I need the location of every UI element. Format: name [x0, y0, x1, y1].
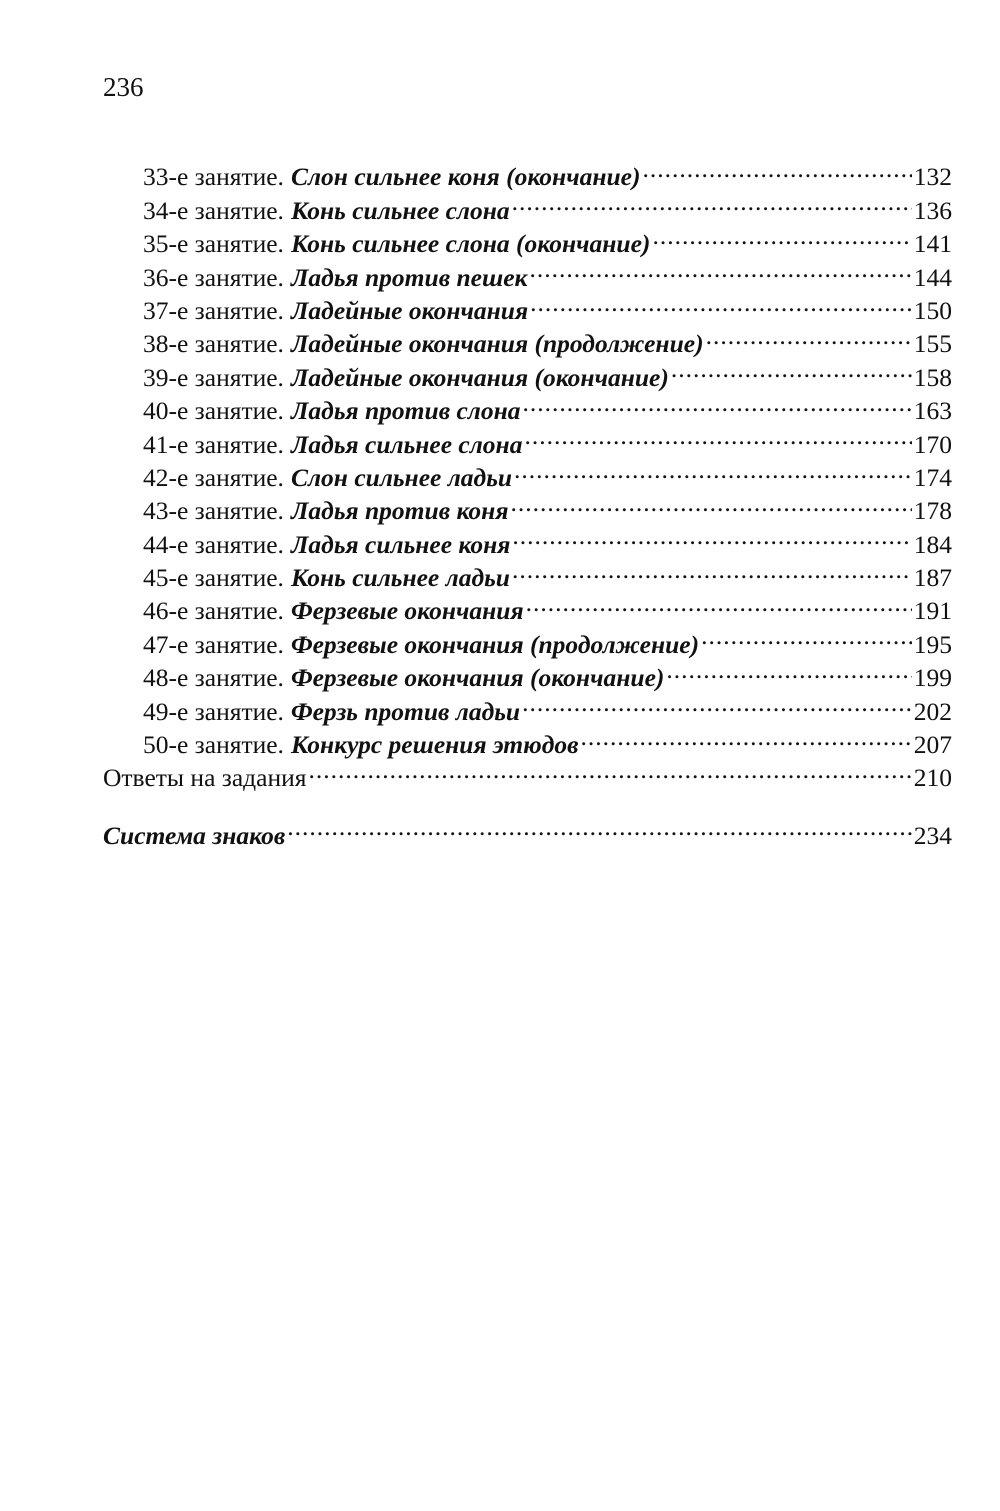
toc-entry-page: 163 — [913, 396, 952, 426]
toc-entry-title: Ладья против коня — [290, 496, 509, 526]
dot-leader — [308, 753, 911, 786]
toc-entry-title: Ладья против пешек — [290, 262, 528, 292]
toc-entry-label: 39-е занятие. — [143, 362, 284, 392]
toc-entry-page: 136 — [913, 195, 952, 225]
toc-entry-title: Слон сильнее коня (окончание) — [290, 162, 641, 192]
toc-entry-title: Ладейные окончания (окончание) — [290, 362, 669, 392]
toc-entry-title: Конкурс решения этюдов — [290, 730, 579, 760]
dot-leader — [512, 185, 912, 218]
dot-leader — [512, 553, 912, 586]
toc-signs-page: 234 — [913, 820, 952, 850]
dot-leader — [581, 720, 912, 753]
toc-entry-title: Ферзевые окончания (продолжение) — [290, 629, 700, 659]
toc-entry-page: 191 — [913, 596, 952, 626]
toc-entry-title: Ферзь против ладьи — [290, 696, 521, 726]
toc-answers-page: 210 — [913, 763, 952, 793]
toc-entry-label: 49-е занятие. — [143, 696, 284, 726]
toc-answers-label: Ответы на задания — [103, 763, 307, 793]
toc-entry-label: 33-е занятие. — [143, 162, 284, 192]
toc-entry-title: Ладья сильнее коня — [290, 529, 511, 559]
dot-leader — [642, 152, 911, 185]
dot-leader — [512, 519, 911, 552]
dot-leader — [510, 486, 911, 519]
table-of-contents — [103, 152, 952, 850]
toc-signs-title: Система знаков — [103, 820, 286, 850]
toc-entry-page: 141 — [913, 229, 952, 259]
toc-entry-page: 174 — [913, 462, 952, 492]
toc-entry-page: 178 — [913, 496, 952, 526]
toc-entry-page: 207 — [913, 730, 952, 760]
toc-entry-title: Конь сильнее ладьи — [290, 563, 510, 593]
toc-entry-page: 202 — [913, 696, 952, 726]
toc-entry-title: Ферзевые окончания — [290, 596, 524, 626]
dot-leader — [530, 286, 912, 319]
toc-entry-label: 48-е занятие. — [143, 663, 284, 693]
toc-entry-signs — [103, 810, 952, 850]
toc-entry-label: 40-е занятие. — [143, 396, 284, 426]
toc-entry-label: 34-е занятие. — [143, 195, 284, 225]
toc-entry-page: 195 — [913, 629, 952, 659]
toc-entry-title: Ладья против слона — [290, 396, 521, 426]
toc-entry-label: 37-е занятие. — [143, 295, 284, 325]
dot-leader — [671, 352, 912, 385]
toc-entry-page: 155 — [913, 329, 952, 359]
toc-entry-label: 45-е занятие. — [143, 563, 284, 593]
toc-entry-page: 132 — [913, 162, 952, 192]
toc-entry-title: Слон сильнее ладьи — [290, 462, 513, 492]
toc-entry-page: 184 — [913, 529, 952, 559]
toc-entry-page: 144 — [913, 262, 952, 292]
toc-entry-page: 170 — [913, 429, 952, 459]
dot-leader — [666, 653, 911, 686]
toc-entry — [103, 152, 952, 192]
toc-entry-title: Конь сильнее слона (окончание) — [290, 229, 651, 259]
toc-entry-label: 38-е занятие. — [143, 329, 284, 359]
dot-leader — [522, 686, 912, 719]
toc-entry-label: 42-е занятие. — [143, 462, 284, 492]
toc-entry-page: 199 — [913, 663, 952, 693]
toc-entry-label: 43-е занятие. — [143, 496, 284, 526]
dot-leader — [526, 586, 912, 619]
toc-entry-label: 35-е занятие. — [143, 229, 284, 259]
toc-entry-title: Ладейные окончания — [290, 295, 529, 325]
dot-leader — [287, 810, 912, 843]
dot-leader — [524, 419, 911, 452]
toc-entry-title: Ладейные окончания (продолжение) — [290, 329, 704, 359]
toc-entry-label: 46-е занятие. — [143, 596, 284, 626]
dot-leader — [514, 453, 912, 486]
dot-leader — [652, 219, 911, 252]
toc-entry-label: 44-е занятие. — [143, 529, 284, 559]
dot-leader — [701, 619, 912, 652]
toc-entry-title: Ферзевые окончания (окончание) — [290, 663, 665, 693]
toc-entry-page: 158 — [913, 362, 952, 392]
toc-entry-label: 36-е занятие. — [143, 262, 284, 292]
toc-entry-title: Ладья сильнее слона — [290, 429, 523, 459]
dot-leader — [523, 386, 912, 419]
page-number: 236 — [103, 72, 144, 102]
toc-entry-label: 41-е занятие. — [143, 429, 284, 459]
dot-leader — [706, 319, 912, 352]
toc-entry-page: 187 — [913, 563, 952, 593]
toc-entry-label: 50-е занятие. — [143, 730, 284, 760]
toc-entry-label: 47-е занятие. — [143, 629, 284, 659]
toc-entry-page: 150 — [913, 295, 952, 325]
toc-entry-title: Конь сильнее слона — [290, 195, 510, 225]
dot-leader — [529, 252, 911, 285]
